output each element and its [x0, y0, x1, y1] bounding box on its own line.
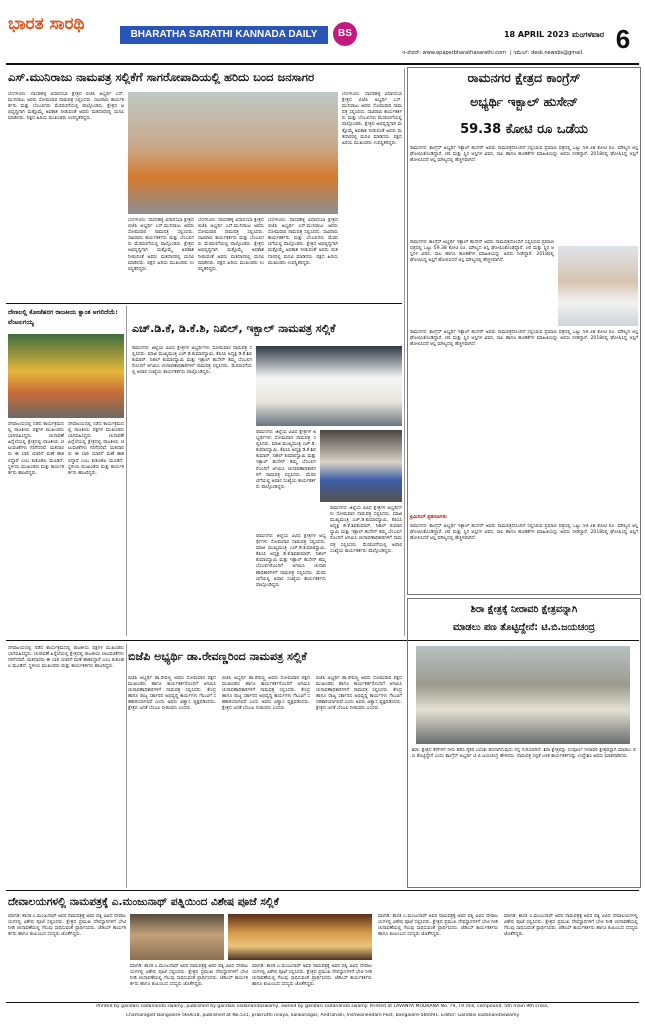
temple-body-col1: ದೇವಾಲಯದಲ್ಲಿ ನಡೆದ ಕಾರ್ಯಕ್ರಮದಲ್ಲಿ ರಾಜಕೀಯ ಪಕ್ಷಗಳ ಮುಖಂಡರು ಭಾಗವಹಿಸಿದ್ದರು. ಚುನಾವಣೆ ಹಿನ್ನೆಲೆಯಲ್ಲಿ ಕ್ಷೇತ್ರದಲ್ಲಿ ರಾಜಕೀಯ ಚಟುವಟಿಕೆಗಳು ಗರಿಗೆದರಿವೆ. ಮತದಾರರು ಈ ಬಾರಿ ಯಾರಿಗೆ ಮಣೆ ಹಾಕಲಿದ್ದಾರೆ ಎಂಬ ಕುತೂಹಲ ಮೂಡಿದೆ. ಸ್ಥಳೀಯ ಮುಖಂಡರು ಮತ್ತು ಕಾರ್ಯಕರ್ತರು ಹಾಜರಿದ್ದರು.: [8, 422, 64, 476]
bs-logo: BS: [333, 22, 357, 46]
bjp-body-col1: ಬಿಜೆಪಿ ಅಭ್ಯರ್ಥಿ ಡಾ.ರೇವಣ್ಣ ಅವರು ಸೋಮವಾರ ಪಕ್ಷದ ಮುಖಂಡರು ಹಾಗೂ ಕಾರ್ಯಕರ್ತರೊಂದಿಗೆ ಆಗಮಿಸಿ ಚುನಾವಣಾಧಿಕಾರಿಗಳಿಗೆ ನಾಮಪತ್ರ ಸಲ್ಲಿಸಿದರು. ಕೇಂದ್ರ ಹಾಗೂ ರಾಜ್ಯ ಸರ್ಕಾರದ ಅಭಿವೃದ್ಧಿ ಕಾರ್ಯಗಳು ಗೆಲುವಿಗೆ ಸಹಕಾರಿಯಾಗಲಿವೆ ಎಂದು ಅವರು ವಿಶ್ವಾಸ ವ್ಯಕ್ತಪಡಿಸಿದರು. ಕ್ಷೇತ್ರದ ಜನತೆ ಬೆಂಬಲ ನೀಡುವರು ಎಂದರು.: [128, 676, 216, 712]
masthead-logo: ಭಾರತ ಸಾರಥಿ: [8, 14, 85, 34]
temple-body-col2: ದೇವಾಲಯದಲ್ಲಿ ನಡೆದ ಕಾರ್ಯಕ್ರಮದಲ್ಲಿ ರಾಜಕೀಯ ಪಕ್ಷಗಳ ಮುಖಂಡರು ಭಾಗವಹಿಸಿದ್ದರು. ಚುನಾವಣೆ ಹಿನ್ನೆಲೆಯಲ್ಲಿ ಕ್ಷೇತ್ರದಲ್ಲಿ ರಾಜಕೀಯ ಚಟುವಟಿಕೆಗಳು ಗರಿಗೆದರಿವೆ. ಮತದಾರರು ಈ ಬಾರಿ ಯಾರಿಗೆ ಮಣೆ ಹಾಕಲಿದ್ದಾರೆ ಎಂಬ ಕುತೂಹಲ ಮೂಡಿದೆ. ಸ್ಥಳೀಯ ಮುಖಂಡರು ಮತ್ತು ಕಾರ್ಯಕರ್ತರು ಹಾಜರಿದ್ದರು.: [68, 422, 124, 476]
puja-body-col2: ಮಾಗಡಿ: ಶಾಸಕ ಎ.ಮಂಜುನಾಥ್ ಅವರ ನಾಮಪತ್ರಕ್ಕೆ ಅವರ ಪತ್ನಿ ವಿವಿಧ ದೇವಾಲಯಗಳಲ್ಲಿ ವಿಶೇಷ ಪೂಜೆ ಸಲ್ಲಿಸಿದರು. ಕ್ಷೇತ್ರದ ಪ್ರಮುಖ ದೇವಸ್ಥಾನಗಳಿಗೆ ಭೇಟಿ ನೀಡಿ ಚುನಾವಣೆಯಲ್ಲಿ ಗೆಲುವು ಸಾಧಿಸುವಂತೆ ಪ್ರಾರ್ಥಿಸಿದರು. ಜೆಡಿಎಸ್ ಕಾರ್ಯಕರ್ತರು ಹಾಗೂ ಕುಟುಂಬದ ಸದಸ್ಯರು ಜೊತೆಗಿದ್ದರು.: [130, 964, 248, 988]
muniraju-photo: [128, 92, 338, 214]
masthead: [0, 0, 645, 62]
ramanagara-body-end: ರಾಮನಗರ: ಕಾಂಗ್ರೆಸ್ ಅಭ್ಯರ್ಥಿ ಇಕ್ಬಾಲ್ ಹುಸೇನ್ ಅವರು ನಾಮಪತ್ರದೊಂದಿಗೆ ಸಲ್ಲಿಸಿರುವ ಪ್ರಮಾಣ ಪತ್ರದಲ್ಲಿ ಒಟ್ಟು 59.38 ಕೋಟಿ ರೂ. ಮೌಲ್ಯದ ಆಸ್ತಿ ಘೋಷಿಸಿಕೊಂಡಿದ್ದಾರೆ. ಚರ ಮತ್ತು ಸ್ಥಿರ ಆಸ್ತಿಗಳ ವಿವರ, ಸಾಲ ಹಾಗೂ ಹೂಡಿಕೆಗಳ ಮಾಹಿತಿಯನ್ನು ಅವರು ನೀಡಿದ್ದಾರೆ. 2018ರಲ್ಲಿ ಘೋಷಿಸಿದ್ದ ಆಸ್ತಿಗೆ ಹೋಲಿಸಿದರೆ ಆಸ್ತಿ ಮೌಲ್ಯದಲ್ಲಿ ಹೆಚ್ಚಳವಾಗಿದೆ.: [410, 524, 638, 542]
hdk-photo-1: [256, 346, 402, 426]
muniraju-body-col3: ಬೆಂಗಳೂರು: ದಾಸರಹಳ್ಳಿ ವಿಧಾನಸಭಾ ಕ್ಷೇತ್ರದ ಬಿಜೆಪಿ ಅಭ್ಯರ್ಥಿ ಎಸ್.ಮುನಿರಾಜು ಅವರು ಸೋಮವಾರ ನಾಮಪತ್ರ ಸಲ್ಲಿಸಿದರು. ಸಾವಿರಾರು ಕಾರ್ಯಕರ್ತರು ಮತ್ತು ಬೆಂಬಲಿಗರು ಮೆರವಣಿಗೆಯಲ್ಲಿ ಪಾಲ್ಗೊಂಡರು. ಕ್ಷೇತ್ರದ ಅಭಿವೃದ್ಧಿಗಾಗಿ ಮತ್ತೊಮ್ಮೆ ಅವಕಾಶ ನೀಡುವಂತೆ ಅವರು ಮತದಾರರಲ್ಲಿ ಮನವಿ ಮಾಡಿದರು. ಪಕ್ಷದ ಹಿರಿಯ ಮುಖಂಡರು ಉಪಸ್ಥಿತರಿದ್ದರು.: [198, 218, 264, 272]
hdk-body-col1: ರಾಮನಗರ: ಜಿಲ್ಲೆಯ ವಿವಿಧ ಕ್ಷೇತ್ರಗಳ ಅಭ್ಯರ್ಥಿಗಳು ಸೋಮವಾರ ನಾಮಪತ್ರ ಸಲ್ಲಿಸಿದರು. ಮಾಜಿ ಮುಖ್ಯಮಂತ್ರಿ ಎಚ್.ಡಿ.ಕುಮಾರಸ್ವಾಮಿ, ಕೆಪಿಸಿಸಿ ಅಧ್ಯಕ್ಷ ಡಿ.ಕೆ.ಶಿವಕುಮಾರ್, ನಿಖಿಲ್ ಕುಮಾರಸ್ವಾಮಿ ಮತ್ತು ಇಕ್ಬಾಲ್ ಹುಸೇನ್ ತಮ್ಮ ಬೆಂಬಲಿಗರೊಂದಿಗೆ ಆಗಮಿಸಿ ಚುನಾವಣಾಧಿಕಾರಿಗಳಿಗೆ ನಾಮಪತ್ರ ಸಲ್ಲಿಸಿದರು. ಮೆರವಣಿಗೆಯಲ್ಲಿ ಅಪಾರ ಸಂಖ್ಯೆಯ ಕಾರ್ಯಕರ್ತರು ಪಾಲ್ಗೊಂಡಿದ್ದರು.: [132, 346, 252, 376]
masthead-banner: BHARATHA SARATHI KANNADA DAILY: [120, 26, 328, 44]
puja-headline: ದೇವಾಲಯಗಳಲ್ಲಿ ನಾಮಪತ್ರಕ್ಕೆ ಎ.ಮಂಜುನಾಥ್ ಪತ್ನಿಯಿಂದ ವಿಶೇಷ ಪೂಜೆ ಸಲ್ಲಿಕೆ: [8, 896, 279, 908]
hdk-photo-2: [320, 430, 402, 502]
sira-body: ಶಿರಾ: ಕ್ಷೇತ್ರದ ಕೆರೆಗಳಿಗೆ ನೀರು ಹರಿಸಿ ರೈತರ ಬದುಕು ಹಸನಾಗಿಸುವುದು ನನ್ನ ಗುರಿಯಾಗಿದೆ. ಶಿರಾ ಕ್ಷೇತ್ರವನ್ನು ಸಂಪೂರ್ಣ ನೀರಾವರಿ ಕ್ಷೇತ್ರವನ್ನಾಗಿ ಮಾಡಲು ಪಣ ತೊಟ್ಟಿದ್ದೇನೆ ಎಂದು ಕಾಂಗ್ರೆಸ್ ಅಭ್ಯರ್ಥಿ ಟಿ.ಬಿ.ಜಯಚಂದ್ರ ಹೇಳಿದರು. ನಾಮಪತ್ರ ಸಲ್ಲಿಕೆ ಬಳಿಕ ಕಾರ್ಯಕರ್ತರನ್ನು ಉದ್ದೇಶಿಸಿ ಅವರು ಮಾತನಾಡಿದರು.: [412, 748, 636, 760]
temple-body-col3: ದೇವಾಲಯದಲ್ಲಿ ನಡೆದ ಕಾರ್ಯಕ್ರಮದಲ್ಲಿ ರಾಜಕೀಯ ಪಕ್ಷಗಳ ಮುಖಂಡರು ಭಾಗವಹಿಸಿದ್ದರು. ಚುನಾವಣೆ ಹಿನ್ನೆಲೆಯಲ್ಲಿ ಕ್ಷೇತ್ರದಲ್ಲಿ ರಾಜಕೀಯ ಚಟುವಟಿಕೆಗಳು ಗರಿಗೆದರಿವೆ. ಮತದಾರರು ಈ ಬಾರಿ ಯಾರಿಗೆ ಮಣೆ ಹಾಕಲಿದ್ದಾರೆ ಎಂಬ ಕುತೂಹಲ ಮೂಡಿದೆ. ಸ್ಥಳೀಯ ಮುಖಂಡರು ಮತ್ತು ಕಾರ್ಯಕರ್ತರು ಹಾಜರಿದ್ದರು.: [8, 646, 124, 670]
temple-headline: ದೇಣಲಲ್ಲಿ ಕೋಜೆಹರಗ ರಾಜಕೀಯ ಕ್ವಾಂತ ಆಗಲಿದೆಯೆ: ವೆಂಟಲಗಯ್ಯ: [8, 309, 118, 326]
epaper-url: ಇ-ಪೇಪರ್: www.epaperbharathasarathi.com: [402, 50, 506, 56]
issue-date: 18 APRIL 2023 ಮಂಗಳವಾರ: [503, 30, 604, 39]
ramanagara-headline-line2: ಅಭ್ಯರ್ಥಿ ಇಕ್ಬಾಲ್ ಹುಸೇನ್: [470, 94, 578, 109]
muniraju-headline: ಎಸ್.ಮುನಿರಾಜು ನಾಮಪತ್ರ ಸಲ್ಲಿಕೆಗೆ ಸಾಗರೋಪಾದಿಯಲ್ಲಿ ಹರಿದು ಬಂದ ಜನಸಾಗರ: [8, 70, 315, 84]
temple-photo: [8, 334, 124, 418]
puja-body-col3: ಮಾಗಡಿ: ಶಾಸಕ ಎ.ಮಂಜುನಾಥ್ ಅವರ ನಾಮಪತ್ರಕ್ಕೆ ಅವರ ಪತ್ನಿ ವಿವಿಧ ದೇವಾಲಯಗಳಲ್ಲಿ ವಿಶೇಷ ಪೂಜೆ ಸಲ್ಲಿಸಿದರು. ಕ್ಷೇತ್ರದ ಪ್ರಮುಖ ದೇವಸ್ಥಾನಗಳಿಗೆ ಭೇಟಿ ನೀಡಿ ಚುನಾವಣೆಯಲ್ಲಿ ಗೆಲುವು ಸಾಧಿಸುವಂತೆ ಪ್ರಾರ್ಥಿಸಿದರು. ಜೆಡಿಎಸ್ ಕಾರ್ಯಕರ್ತರು ಹಾಗೂ ಕುಟುಂಬದ ಸದಸ್ಯರು ಜೊತೆಗಿದ್ದರು.: [252, 964, 372, 988]
sira-photo: [416, 646, 630, 744]
puja-photo-2: [228, 914, 372, 960]
contact-email: | ಇಮೇಲ್: desk.newsbs@gmail.: [510, 50, 584, 56]
sira-headline-line1: ಶಿರಾ ಕ್ಷೇತ್ರಕ್ಕೆ ನೀರಾವರಿ ಕ್ಷೇತ್ರವನ್ನಾಗಿ: [470, 604, 578, 615]
column-separator: [126, 306, 127, 636]
page-number: 6: [615, 24, 631, 54]
muniraju-body-col1: ಬೆಂಗಳೂರು: ದಾಸರಹಳ್ಳಿ ವಿಧಾನಸಭಾ ಕ್ಷೇತ್ರದ ಬಿಜೆಪಿ ಅಭ್ಯರ್ಥಿ ಎಸ್.ಮುನಿರಾಜು ಅವರು ಸೋಮವಾರ ನಾಮಪತ್ರ ಸಲ್ಲಿಸಿದರು. ಸಾವಿರಾರು ಕಾರ್ಯಕರ್ತರು ಮತ್ತು ಬೆಂಬಲಿಗರು ಮೆರವಣಿಗೆಯಲ್ಲಿ ಪಾಲ್ಗೊಂಡರು. ಕ್ಷೇತ್ರದ ಅಭಿವೃದ್ಧಿಗಾಗಿ ಮತ್ತೊಮ್ಮೆ ಅವಕಾಶ ನೀಡುವಂತೆ ಅವರು ಮತದಾರರಲ್ಲಿ ಮನವಿ ಮಾಡಿದರು. ಪಕ್ಷದ ಹಿರಿಯ ಮುಖಂಡರು ಉಪಸ್ಥಿತರಿದ್ದರು.: [8, 92, 124, 122]
puja-body-col1: ಮಾಗಡಿ: ಶಾಸಕ ಎ.ಮಂಜುನಾಥ್ ಅವರ ನಾಮಪತ್ರಕ್ಕೆ ಅವರ ಪತ್ನಿ ವಿವಿಧ ದೇವಾಲಯಗಳಲ್ಲಿ ವಿಶೇಷ ಪೂಜೆ ಸಲ್ಲಿಸಿದರು. ಕ್ಷೇತ್ರದ ಪ್ರಮುಖ ದೇವಸ್ಥಾನಗಳಿಗೆ ಭೇಟಿ ನೀಡಿ ಚುನಾವಣೆಯಲ್ಲಿ ಗೆಲುವು ಸಾಧಿಸುವಂತೆ ಪ್ರಾರ್ಥಿಸಿದರು. ಜೆಡಿಎಸ್ ಕಾರ್ಯಕರ್ತರು ಹಾಗೂ ಕುಟುಂಬದ ಸದಸ್ಯರು ಜೊತೆಗಿದ್ದರು.: [8, 914, 126, 938]
muniraju-body-col4: ಬೆಂಗಳೂರು: ದಾಸರಹಳ್ಳಿ ವಿಧಾನಸಭಾ ಕ್ಷೇತ್ರದ ಬಿಜೆಪಿ ಅಭ್ಯರ್ಥಿ ಎಸ್.ಮುನಿರಾಜು ಅವರು ಸೋಮವಾರ ನಾಮಪತ್ರ ಸಲ್ಲಿಸಿದರು. ಸಾವಿರಾರು ಕಾರ್ಯಕರ್ತರು ಮತ್ತು ಬೆಂಬಲಿಗರು ಮೆರವಣಿಗೆಯಲ್ಲಿ ಪಾಲ್ಗೊಂಡರು. ಕ್ಷೇತ್ರದ ಅಭಿವೃದ್ಧಿಗಾಗಿ ಮತ್ತೊಮ್ಮೆ ಅವಕಾಶ ನೀಡುವಂತೆ ಅವರು ಮತದಾರರಲ್ಲಿ ಮನವಿ ಮಾಡಿದರು. ಪಕ್ಷದ ಹಿರಿಯ ಮುಖಂಡರು ಉಪಸ್ಥಿತರಿದ್ದರು.: [268, 218, 338, 266]
muniraju-body-col2: ಬೆಂಗಳೂರು: ದಾಸರಹಳ್ಳಿ ವಿಧಾನಸಭಾ ಕ್ಷೇತ್ರದ ಬಿಜೆಪಿ ಅಭ್ಯರ್ಥಿ ಎಸ್.ಮುನಿರಾಜು ಅವರು ಸೋಮವಾರ ನಾಮಪತ್ರ ಸಲ್ಲಿಸಿದರು. ಸಾವಿರಾರು ಕಾರ್ಯಕರ್ತರು ಮತ್ತು ಬೆಂಬಲಿಗರು ಮೆರವಣಿಗೆಯಲ್ಲಿ ಪಾಲ್ಗೊಂಡರು. ಕ್ಷೇತ್ರದ ಅಭಿವೃದ್ಧಿಗಾಗಿ ಮತ್ತೊಮ್ಮೆ ಅವಕಾಶ ನೀಡುವಂತೆ ಅವರು ಮತದಾರರಲ್ಲಿ ಮನವಿ ಮಾಡಿದರು. ಪಕ್ಷದ ಹಿರಿಯ ಮುಖಂಡರು ಉಪಸ್ಥಿತರಿದ್ದರು.: [128, 218, 194, 272]
footer-rule: [6, 1002, 639, 1003]
section-rule: [6, 890, 639, 891]
sira-headline-line2: ಮಾಡಲು ಪಣ ತೊಟ್ಟಿದ್ದೇನೆ: ಟಿ.ಬಿ.ಜಯಚಂದ್ರ: [453, 622, 595, 633]
bjp-body-col2: ಬಿಜೆಪಿ ಅಭ್ಯರ್ಥಿ ಡಾ.ರೇವಣ್ಣ ಅವರು ಸೋಮವಾರ ಪಕ್ಷದ ಮುಖಂಡರು ಹಾಗೂ ಕಾರ್ಯಕರ್ತರೊಂದಿಗೆ ಆಗಮಿಸಿ ಚುನಾವಣಾಧಿಕಾರಿಗಳಿಗೆ ನಾಮಪತ್ರ ಸಲ್ಲಿಸಿದರು. ಕೇಂದ್ರ ಹಾಗೂ ರಾಜ್ಯ ಸರ್ಕಾರದ ಅಭಿವೃದ್ಧಿ ಕಾರ್ಯಗಳು ಗೆಲುವಿಗೆ ಸಹಕಾರಿಯಾಗಲಿವೆ ಎಂದು ಅವರು ವಿಶ್ವಾಸ ವ್ಯಕ್ತಪಡಿಸಿದರು. ಕ್ಷೇತ್ರದ ಜನತೆ ಬೆಂಬಲ ನೀಡುವರು ಎಂದರು.: [222, 676, 310, 712]
ramanagara-body-left: ರಾಮನಗರ: ಕಾಂಗ್ರೆಸ್ ಅಭ್ಯರ್ಥಿ ಇಕ್ಬಾಲ್ ಹುಸೇನ್ ಅವರು ನಾಮಪತ್ರದೊಂದಿಗೆ ಸಲ್ಲಿಸಿರುವ ಪ್ರಮಾಣ ಪತ್ರದಲ್ಲಿ ಒಟ್ಟು 59.38 ಕೋಟಿ ರೂ. ಮೌಲ್ಯದ ಆಸ್ತಿ ಘೋಷಿಸಿಕೊಂಡಿದ್ದಾರೆ. ಚರ ಮತ್ತು ಸ್ಥಿರ ಆಸ್ತಿಗಳ ವಿವರ, ಸಾಲ ಹಾಗೂ ಹೂಡಿಕೆಗಳ ಮಾಹಿತಿಯನ್ನು ಅವರು ನೀಡಿದ್ದಾರೆ. 2018ರಲ್ಲಿ ಘೋಷಿಸಿದ್ದ ಆಸ್ತಿಗೆ ಹೋಲಿಸಿದರೆ ಆಸ್ತಿ ಮೌಲ್ಯದಲ್ಲಿ ಹೆಚ್ಚಳವಾಗಿದೆ.: [410, 240, 554, 264]
ramanagara-body-bottom: ರಾಮನಗರ: ಕಾಂಗ್ರೆಸ್ ಅಭ್ಯರ್ಥಿ ಇಕ್ಬಾಲ್ ಹುಸೇನ್ ಅವರು ನಾಮಪತ್ರದೊಂದಿಗೆ ಸಲ್ಲಿಸಿರುವ ಪ್ರಮಾಣ ಪತ್ರದಲ್ಲಿ ಒಟ್ಟು 59.38 ಕೋಟಿ ರೂ. ಮೌಲ್ಯದ ಆಸ್ತಿ ಘೋಷಿಸಿಕೊಂಡಿದ್ದಾರೆ. ಚರ ಮತ್ತು ಸ್ಥಿರ ಆಸ್ತಿಗಳ ವಿವರ, ಸಾಲ ಹಾಗೂ ಹೂಡಿಕೆಗಳ ಮಾಹಿತಿಯನ್ನು ಅವರು ನೀಡಿದ್ದಾರೆ. 2018ರಲ್ಲಿ ಘೋಷಿಸಿದ್ದ ಆಸ್ತಿಗೆ ಹೋಲಿಸಿದರೆ ಆಸ್ತಿ ಮೌಲ್ಯದಲ್ಲಿ ಹೆಚ್ಚಳವಾಗಿದೆ.: [410, 330, 638, 348]
bjp-body-col3: ಬಿಜೆಪಿ ಅಭ್ಯರ್ಥಿ ಡಾ.ರೇವಣ್ಣ ಅವರು ಸೋಮವಾರ ಪಕ್ಷದ ಮುಖಂಡರು ಹಾಗೂ ಕಾರ್ಯಕರ್ತರೊಂದಿಗೆ ಆಗಮಿಸಿ ಚುನಾವಣಾಧಿಕಾರಿಗಳಿಗೆ ನಾಮಪತ್ರ ಸಲ್ಲಿಸಿದರು. ಕೇಂದ್ರ ಹಾಗೂ ರಾಜ್ಯ ಸರ್ಕಾರದ ಅಭಿವೃದ್ಧಿ ಕಾರ್ಯಗಳು ಗೆಲುವಿಗೆ ಸಹಕಾರಿಯಾಗಲಿವೆ ಎಂದು ಅವರು ವಿಶ್ವಾಸ ವ್ಯಕ್ತಪಡಿಸಿದರು. ಕ್ಷೇತ್ರದ ಜನತೆ ಬೆಂಬಲ ನೀಡುವರು ಎಂದರು.: [316, 676, 402, 712]
column-separator: [126, 644, 127, 888]
muniraju-body-col5: ಬೆಂಗಳೂರು: ದಾಸರಹಳ್ಳಿ ವಿಧಾನಸಭಾ ಕ್ಷೇತ್ರದ ಬಿಜೆಪಿ ಅಭ್ಯರ್ಥಿ ಎಸ್.ಮುನಿರಾಜು ಅವರು ಸೋಮವಾರ ನಾಮಪತ್ರ ಸಲ್ಲಿಸಿದರು. ಸಾವಿರಾರು ಕಾರ್ಯಕರ್ತರು ಮತ್ತು ಬೆಂಬಲಿಗರು ಮೆರವಣಿಗೆಯಲ್ಲಿ ಪಾಲ್ಗೊಂಡರು. ಕ್ಷೇತ್ರದ ಅಭಿವೃದ್ಧಿಗಾಗಿ ಮತ್ತೊಮ್ಮೆ ಅವಕಾಶ ನೀಡುವಂತೆ ಅವರು ಮತದಾರರಲ್ಲಿ ಮನವಿ ಮಾಡಿದರು. ಪಕ್ಷದ ಹಿರಿಯ ಮುಖಂಡರು ಉಪಸ್ಥಿತರಿದ್ದರು.: [342, 92, 402, 146]
ramanagara-headline-line3: 59.38 ಕೋಟಿ ರೂ ಒಡೆಯ: [460, 122, 588, 137]
puja-photo-1: [130, 914, 224, 960]
bjp-headline: ಬಿಜೆಪಿ ಅಭ್ಯರ್ಥಿ ಡಾ.ರೇವಣ್ಣರಿಂದ ನಾಮಪತ್ರ ಸಲ್ಲಿಕೆ: [128, 650, 307, 663]
ramanagara-box: [407, 67, 641, 595]
section-rule: [6, 303, 402, 304]
masthead-rule: [6, 63, 639, 65]
hdk-body-col2: ರಾಮನಗರ: ಜಿಲ್ಲೆಯ ವಿವಿಧ ಕ್ಷೇತ್ರಗಳ ಅಭ್ಯರ್ಥಿಗಳು ಸೋಮವಾರ ನಾಮಪತ್ರ ಸಲ್ಲಿಸಿದರು. ಮಾಜಿ ಮುಖ್ಯಮಂತ್ರಿ ಎಚ್.ಡಿ.ಕುಮಾರಸ್ವಾಮಿ, ಕೆಪಿಸಿಸಿ ಅಧ್ಯಕ್ಷ ಡಿ.ಕೆ.ಶಿವಕುಮಾರ್, ನಿಖಿಲ್ ಕುಮಾರಸ್ವಾಮಿ ಮತ್ತು ಇಕ್ಬಾಲ್ ಹುಸೇನ್ ತಮ್ಮ ಬೆಂಬಲಿಗರೊಂದಿಗೆ ಆಗಮಿಸಿ ಚುನಾವಣಾಧಿಕಾರಿಗಳಿಗೆ ನಾಮಪತ್ರ ಸಲ್ಲಿಸಿದರು. ಮೆರವಣಿಗೆಯಲ್ಲಿ ಅಪಾರ ಸಂಖ್ಯೆಯ ಕಾರ್ಯಕರ್ತರು ಪಾಲ್ಗೊಂಡಿದ್ದರು.: [256, 430, 316, 490]
column-separator: [404, 68, 405, 636]
ramanagara-subhead: ಕ್ರಿಮಿನಲ್ ಪ್ರಕರಣಗಳು: [410, 514, 447, 520]
hdk-headline: ಎಚ್.ಡಿ.ಕೆ, ಡಿ.ಕೆ.ಶಿ, ನಿಖಿಲ್, ಇಕ್ಬಾಲ್ ನಾಮಪತ್ರ ಸಲ್ಲಿಕೆ: [132, 322, 336, 335]
ramanagara-headline-line1: ರಾಮನಗರ ಕ್ಷೇತ್ರದ ಕಾಂಗ್ರೆಸ್: [467, 70, 581, 85]
puja-body-col4: ಮಾಗಡಿ: ಶಾಸಕ ಎ.ಮಂಜುನಾಥ್ ಅವರ ನಾಮಪತ್ರಕ್ಕೆ ಅವರ ಪತ್ನಿ ವಿವಿಧ ದೇವಾಲಯಗಳಲ್ಲಿ ವಿಶೇಷ ಪೂಜೆ ಸಲ್ಲಿಸಿದರು. ಕ್ಷೇತ್ರದ ಪ್ರಮುಖ ದೇವಸ್ಥಾನಗಳಿಗೆ ಭೇಟಿ ನೀಡಿ ಚುನಾವಣೆಯಲ್ಲಿ ಗೆಲುವು ಸಾಧಿಸುವಂತೆ ಪ್ರಾರ್ಥಿಸಿದರು. ಜೆಡಿಎಸ್ ಕಾರ್ಯಕರ್ತರು ಹಾಗೂ ಕುಟುಂಬದ ಸದಸ್ಯರು ಜೊತೆಗಿದ್ದರು.: [378, 914, 498, 938]
imprint-line-1: Printed by gandasi sadananda swamy, published by gandasi sadanandaswamy, owned by gandasi sadananda swamy. Printed at LAVANYA MUDRANA No. 79, TR mill, compound, 5th main 9th cross,: [96, 1004, 549, 1009]
hdk-body-col3: ರಾಮನಗರ: ಜಿಲ್ಲೆಯ ವಿವಿಧ ಕ್ಷೇತ್ರಗಳ ಅಭ್ಯರ್ಥಿಗಳು ಸೋಮವಾರ ನಾಮಪತ್ರ ಸಲ್ಲಿಸಿದರು. ಮಾಜಿ ಮುಖ್ಯಮಂತ್ರಿ ಎಚ್.ಡಿ.ಕುಮಾರಸ್ವಾಮಿ, ಕೆಪಿಸಿಸಿ ಅಧ್ಯಕ್ಷ ಡಿ.ಕೆ.ಶಿವಕುಮಾರ್, ನಿಖಿಲ್ ಕುಮಾರಸ್ವಾಮಿ ಮತ್ತು ಇಕ್ಬಾಲ್ ಹುಸೇನ್ ತಮ್ಮ ಬೆಂಬಲಿಗರೊಂದಿಗೆ ಆಗಮಿಸಿ ಚುನಾವಣಾಧಿಕಾರಿಗಳಿಗೆ ನಾಮಪತ್ರ ಸಲ್ಲಿಸಿದರು. ಮೆರವಣಿಗೆಯಲ್ಲಿ ಅಪಾರ ಸಂಖ್ಯೆಯ ಕಾರ್ಯಕರ್ತರು ಪಾಲ್ಗೊಂಡಿದ್ದರು.: [256, 534, 326, 588]
hdk-body-col4: ರಾಮನಗರ: ಜಿಲ್ಲೆಯ ವಿವಿಧ ಕ್ಷೇತ್ರಗಳ ಅಭ್ಯರ್ಥಿಗಳು ಸೋಮವಾರ ನಾಮಪತ್ರ ಸಲ್ಲಿಸಿದರು. ಮಾಜಿ ಮುಖ್ಯಮಂತ್ರಿ ಎಚ್.ಡಿ.ಕುಮಾರಸ್ವಾಮಿ, ಕೆಪಿಸಿಸಿ ಅಧ್ಯಕ್ಷ ಡಿ.ಕೆ.ಶಿವಕುಮಾರ್, ನಿಖಿಲ್ ಕುಮಾರಸ್ವಾಮಿ ಮತ್ತು ಇಕ್ಬಾಲ್ ಹುಸೇನ್ ತಮ್ಮ ಬೆಂಬಲಿಗರೊಂದಿಗೆ ಆಗಮಿಸಿ ಚುನಾವಣಾಧಿಕಾರಿಗಳಿಗೆ ನಾಮಪತ್ರ ಸಲ್ಲಿಸಿದರು. ಮೆರವಣಿಗೆಯಲ್ಲಿ ಅಪಾರ ಸಂಖ್ಯೆಯ ಕಾರ್ಯಕರ್ತರು ಪಾಲ್ಗೊಂಡಿದ್ದರು.: [330, 506, 402, 554]
imprint-line-2: Chamarajpet Bangalore-560018, published at No.531, prakruthi nilaya, kalikanagar, Andrahalli, Vishwaneedam Post, Bangalore-560091. Editor: Gandasi sadanandaswamy: [125, 1013, 520, 1018]
ramanagara-body-top: ರಾಮನಗರ: ಕಾಂಗ್ರೆಸ್ ಅಭ್ಯರ್ಥಿ ಇಕ್ಬಾಲ್ ಹುಸೇನ್ ಅವರು ನಾಮಪತ್ರದೊಂದಿಗೆ ಸಲ್ಲಿಸಿರುವ ಪ್ರಮಾಣ ಪತ್ರದಲ್ಲಿ ಒಟ್ಟು 59.38 ಕೋಟಿ ರೂ. ಮೌಲ್ಯದ ಆಸ್ತಿ ಘೋಷಿಸಿಕೊಂಡಿದ್ದಾರೆ. ಚರ ಮತ್ತು ಸ್ಥಿರ ಆಸ್ತಿಗಳ ವಿವರ, ಸಾಲ ಹಾಗೂ ಹೂಡಿಕೆಗಳ ಮಾಹಿತಿಯನ್ನು ಅವರು ನೀಡಿದ್ದಾರೆ. 2018ರಲ್ಲಿ ಘೋಷಿಸಿದ್ದ ಆಸ್ತಿಗೆ ಹೋಲಿಸಿದರೆ ಆಸ್ತಿ ಮೌಲ್ಯದಲ್ಲಿ ಹೆಚ್ಚಳವಾಗಿದೆ.: [410, 146, 638, 164]
puja-body-col5: ಮಾಗಡಿ: ಶಾಸಕ ಎ.ಮಂಜುನಾಥ್ ಅವರ ನಾಮಪತ್ರಕ್ಕೆ ಅವರ ಪತ್ನಿ ವಿವಿಧ ದೇವಾಲಯಗಳಲ್ಲಿ ವಿಶೇಷ ಪೂಜೆ ಸಲ್ಲಿಸಿದರು. ಕ್ಷೇತ್ರದ ಪ್ರಮುಖ ದೇವಸ್ಥಾನಗಳಿಗೆ ಭೇಟಿ ನೀಡಿ ಚುನಾವಣೆಯಲ್ಲಿ ಗೆಲುವು ಸಾಧಿಸುವಂತೆ ಪ್ರಾರ್ಥಿಸಿದರು. ಜೆಡಿಎಸ್ ಕಾರ್ಯಕರ್ತರು ಹಾಗೂ ಕುಟುಂಬದ ಸದಸ್ಯರು ಜೊತೆಗಿದ್ದರು.: [504, 914, 638, 938]
